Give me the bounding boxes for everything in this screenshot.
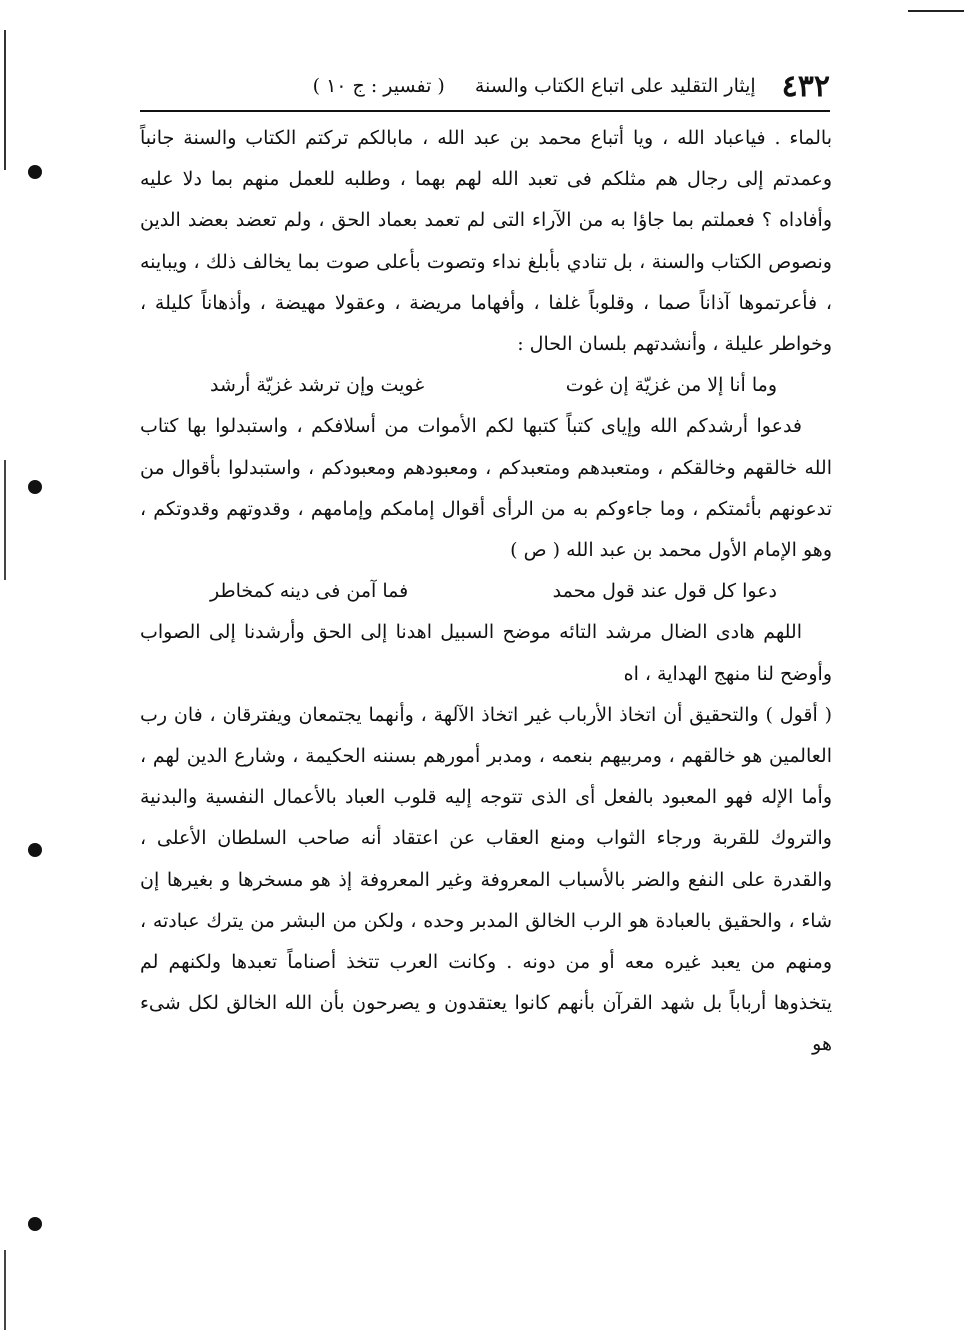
verse-second-hemistich: غويت وإن ترشد غزيّة أرشد [210, 374, 425, 397]
verse-line [140, 571, 832, 612]
page-number: ٤٣٢ [781, 68, 830, 104]
verse-first-hemistich: وما أنا إلا من غزيّة إن غوت [565, 374, 777, 397]
paragraph: بالماء . فياعباد الله ، ويا أتباع محمد بن عبد الله ، مابالكم تركتم الكتاب والسنة جانباً وعمدتم إلى رجال هم مثلكم فى تعبد الله لهم بهما ، وطلبه للعمل منهم بما دلا عليه وأفاداه ؟ فعملتم بما جاؤا به من الآراء التى لم تعمد بعماد الحق ، ولم تعضد بعضد الدين ونصوص الكتاب والسنة ، بل تنادي بأبلغ نداء وتصوت بأعلى صوت بما يخالف ذلك ، ويباينه ، فأعرتموها آذاناً صما ، وقلوباً غلفا ، وأفهاما مريضة ، وعقولا مهيضة ، وأذهاناً كليلة ، وخواطر عليلة ، وأنشدتهم بلسان الحال : [140, 127, 832, 356]
scan-edge-mark [908, 10, 964, 12]
paragraph: اللهم هادى الضال مرشد التائه موضح السبيل اهدنا إلى الحق وأرشدنا إلى الصواب وأوضح لنا منهج الهداية ، اه [140, 621, 832, 685]
binding-hole-mark [28, 480, 42, 494]
page-header [140, 62, 830, 112]
binding-hole-mark [28, 165, 42, 179]
paragraph: فدعوا أرشدكم الله وإياى كتباً كتبها لكم الأموات من أسلافكم ، واستبدلوا بها كتاب الله خالقهم وخالقكم ، ومتعبدهم ومتعبدكم ، ومعبودهم ومعبودكم ، واستبدلوا بأقوال من تدعونهم بأئمتكم ، وما جاءوكم به من الرأى أقوال إمامكم وإمامهم ، وقدوتهم وقدوتكم ، وهو الإمام الأول محمد بن عبد الله ( ص ) [140, 415, 832, 562]
running-title: إيثار التقليد على اتباع الكتاب والسنة [474, 75, 756, 97]
page-body [140, 118, 832, 1066]
scan-edge-mark [4, 30, 6, 170]
verse-second-hemistich: فما آمن فى دينه كمخاطر [210, 580, 409, 603]
paragraph: ( أقول ) والتحقيق أن اتخاذ الأرباب غير اتخاذ الآلهة ، وأنهما يجتمعان ويفترقان ، فان رب العالمين هو خالقهم ، ومربيهم بنعمه ، ومدبر أمورهم بسننه الحكيمة ، وشارع الدين لهم ، وأما الإله فهو المعبود بالفعل أى الذى تتوجه إليه قلوب العباد بالأعمال النفسية والبدنية والتروك للقربة ورجاء الثواب ومنع العقاب عن اعتقاد أنه صاحب السلطان الأعلى ، والقدرة على النفع والضر بالأسباب المعروفة وغير المعروفة إذ هو مسخرها و بغيرها إن شاء ، والحقيق بالعبادة هو الرب الخالق المدبر وحده ، ولكن من البشر من يترك عبادته ، ومنهم من يعبد غيره معه أو من دونه . وكانت العرب تتخذ أصناماً تعبدها ولكنهم لم يتخذوها أرباباً بل شهد القرآن بأنهم كانوا يعتقدون و يصرحون بأن الله الخالق لكل شىء هو [140, 703, 832, 1056]
volume-note: ( تفسير : ج ١٠ ) [312, 75, 445, 97]
verse-first-hemistich: دعوا كل قول عند قول محمد [552, 580, 777, 603]
binding-hole-mark [28, 1217, 42, 1231]
verse-line [140, 365, 832, 406]
binding-hole-mark [28, 843, 42, 857]
scan-edge-mark [4, 460, 6, 580]
scan-edge-mark [4, 1250, 6, 1330]
